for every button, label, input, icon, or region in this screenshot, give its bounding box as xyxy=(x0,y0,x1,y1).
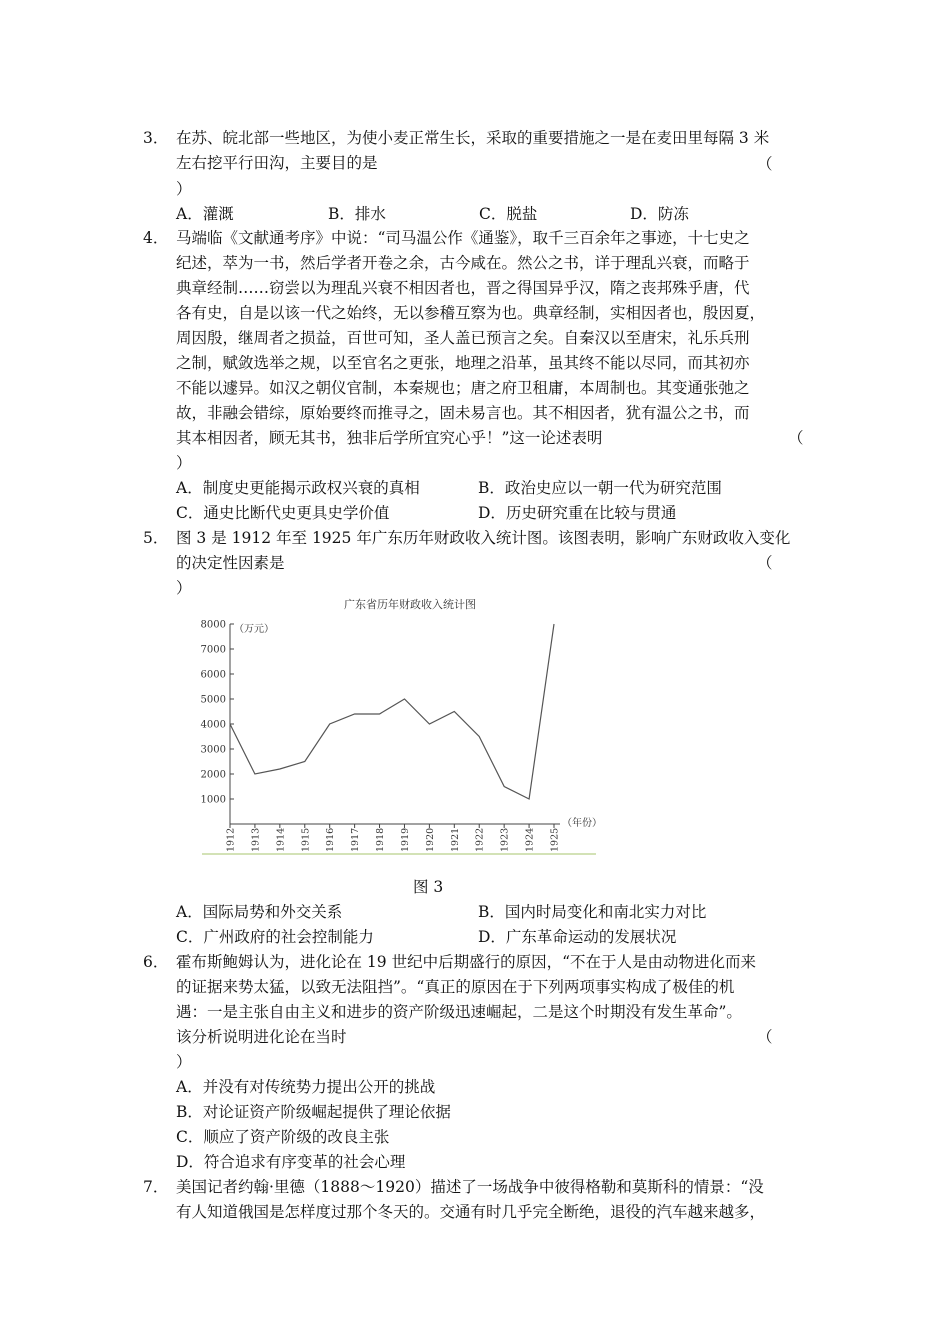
option-d[interactable]: D．历史研究重在比较与贯通 xyxy=(478,504,677,522)
y-tick-label: 8000 xyxy=(200,619,226,631)
x-tick-label: 1917 xyxy=(350,827,362,852)
option-b[interactable]: B．排水 xyxy=(328,205,386,223)
question-text-line: 周因殷，继周者之损益，百世可知，圣人盖已预言之矣。自秦汉以至唐宋，礼乐兵刑 xyxy=(176,329,750,347)
question-text-line: 在苏、皖北部一些地区，为使小麦正常生长，采取的重要措施之一是在麦田里每隔 3 米 xyxy=(176,129,770,147)
question-text-line: 的证据来势太猛，以致无法阻挡”。“真正的原因在于下列两项事实构成了极佳的机 xyxy=(176,978,735,996)
option-a[interactable]: A．制度史更能揭示政权兴衰的真相 xyxy=(176,479,420,497)
x-tick-label: 1913 xyxy=(250,827,262,852)
option-d[interactable]: D．符合追求有序变革的社会心理 xyxy=(176,1153,406,1171)
option-b[interactable]: B．政治史应以一朝一代为研究范围 xyxy=(478,479,722,497)
question-text-line: 马端临《文献通考序》中说：“司马温公作《通鉴》，取千三百余年之事迹，十七史之 xyxy=(176,229,750,247)
x-tick-label: 1915 xyxy=(300,827,312,852)
question-text-line: 遇：一是主张自由主义和进步的资产阶级迅速崛起，二是这个时期没有发生革命”。 xyxy=(176,1003,742,1021)
chart-title: 广东省历年财政收入统计图 xyxy=(344,598,476,611)
option-a[interactable]: A．并没有对传统势力提出公开的挑战 xyxy=(176,1078,436,1096)
question-number: 4． xyxy=(143,229,169,247)
option-c[interactable]: C．广州政府的社会控制能力 xyxy=(176,928,374,946)
question-7 xyxy=(143,1175,813,1225)
question-text-line: 图 3 是 1912 年至 1925 年广东历年财政收入统计图。该图表明，影响广东财政收入变化 xyxy=(176,529,791,547)
x-tick-label: 1921 xyxy=(449,827,461,852)
option-c[interactable]: C．顺应了资产阶级的改良主张 xyxy=(176,1128,390,1146)
x-tick-label: 1920 xyxy=(424,827,436,852)
x-tick-label: 1916 xyxy=(325,827,337,852)
answer-paren-open: （ xyxy=(757,155,773,173)
question-text-line: 美国记者约翰·里德（1888～1920）描述了一场战争中彼得格勒和莫斯科的情景：“没 xyxy=(176,1178,764,1196)
y-tick-label: 1000 xyxy=(200,794,226,806)
option-d[interactable]: D．防冻 xyxy=(630,205,689,223)
y-tick-label: 7000 xyxy=(200,644,226,656)
revenue-line-chart xyxy=(196,596,606,861)
option-c[interactable]: C．脱盐 xyxy=(479,205,538,223)
question-number: 3． xyxy=(143,129,169,147)
question-text-line: 不能以遽异。如汉之朝仪官制，本秦规也；唐之府卫租庸，本周制也。其变通张弛之 xyxy=(176,379,750,397)
answer-paren-open: （ xyxy=(788,429,804,447)
chart-y-label: （万元） xyxy=(234,624,274,635)
x-tick-label: 1922 xyxy=(474,827,486,852)
question-number: 5． xyxy=(143,529,169,547)
y-tick-label: 2000 xyxy=(200,769,226,781)
x-tick-label: 1925 xyxy=(549,827,561,852)
x-tick-label: 1918 xyxy=(375,827,387,852)
question-text-line: 的决定性因素是 xyxy=(176,554,285,572)
question-text-line: 有人知道俄国是怎样度过那个冬天的。交通有时几乎完全断绝，退役的汽车越来越多， xyxy=(176,1203,766,1221)
question-text-line: 左右挖平行田沟，主要目的是 xyxy=(176,154,378,172)
question-4 xyxy=(143,226,813,451)
x-tick-label: 1924 xyxy=(524,827,536,852)
answer-paren-close: ） xyxy=(176,1053,192,1071)
question-text-line: 纪述，萃为一书，然后学者开卷之余，古今咸在。然公之书，详于理乱兴衰，而略于 xyxy=(176,254,750,272)
figure-caption: 图 3 xyxy=(413,878,444,896)
question-text-line: 典章经制……窃尝以为理乱兴衰不相因者也，晋之得国异乎汉，隋之丧邦殊乎唐，代 xyxy=(176,279,750,297)
y-tick-label: 3000 xyxy=(200,744,226,756)
answer-paren-open: （ xyxy=(757,554,773,572)
question-5 xyxy=(143,526,813,576)
y-tick-label: 6000 xyxy=(200,669,226,681)
question-6 xyxy=(143,950,813,1050)
option-b[interactable]: B．国内时局变化和南北实力对比 xyxy=(478,903,707,921)
x-tick-label: 1914 xyxy=(275,827,287,852)
option-a[interactable]: A．国际局势和外交关系 xyxy=(176,903,343,921)
answer-paren-close: ） xyxy=(176,180,192,198)
question-text-line: 霍布斯鲍姆认为，进化论在 19 世纪中后期盛行的原因，“不在于人是由动物进化而来 xyxy=(176,953,757,971)
series-line xyxy=(230,624,554,799)
question-text-line: 各有史，自是以该一代之始终，无以参稽互察为也。典章经制，实相因者也，殷因夏， xyxy=(176,304,766,322)
x-tick-label: 1912 xyxy=(225,827,237,852)
option-d[interactable]: D．广东革命运动的发展状况 xyxy=(478,928,677,946)
option-b[interactable]: B．对论证资产阶级崛起提供了理论依据 xyxy=(176,1103,451,1121)
y-tick-label: 5000 xyxy=(200,694,226,706)
question-number: 6． xyxy=(143,953,169,971)
answer-paren-close: ） xyxy=(176,579,192,597)
option-c[interactable]: C．通史比断代史更具史学价值 xyxy=(176,504,390,522)
chart-x-label: （年份） xyxy=(562,818,602,829)
question-text-line: 之制，赋敛选举之规，以至官名之更张，地理之沿革，虽其终不能以尽同，而其初亦 xyxy=(176,354,750,372)
x-tick-label: 1923 xyxy=(499,827,511,852)
question-number: 7． xyxy=(143,1178,169,1196)
option-a[interactable]: A．灌溉 xyxy=(176,205,234,223)
question-3 xyxy=(143,126,813,176)
question-text-line: 故，非融会错综，原始要终而推寻之，固未易言也。其不相因者，犹有温公之书，而 xyxy=(176,404,750,422)
answer-paren-close: ） xyxy=(176,454,192,472)
question-text-line: 其本相因者，顾无其书，独非后学所宜究心乎！”这一论述表明 xyxy=(176,429,603,447)
question-text-line: 该分析说明进化论在当时 xyxy=(176,1028,347,1046)
y-tick-label: 4000 xyxy=(200,719,226,731)
x-tick-label: 1919 xyxy=(399,827,411,852)
answer-paren-open: （ xyxy=(757,1028,773,1046)
